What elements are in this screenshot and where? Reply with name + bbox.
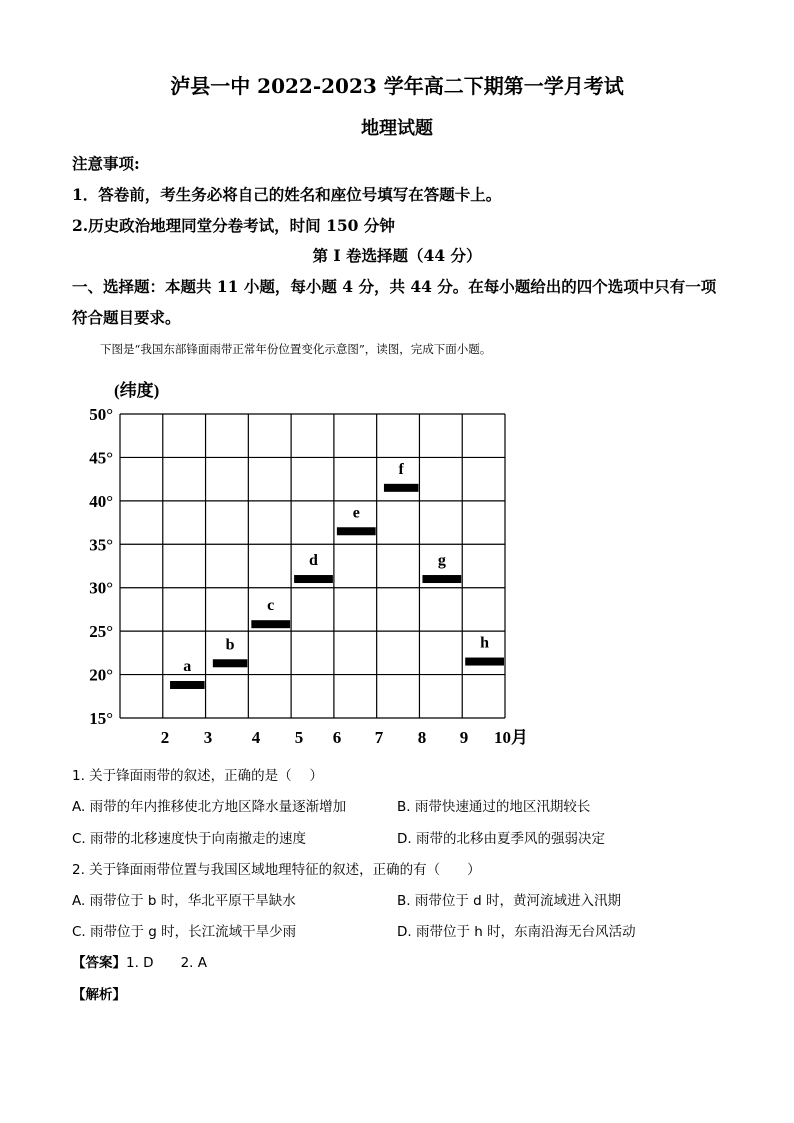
rainbelt-label-g: g — [437, 552, 446, 570]
question-2-option-a: A. 雨带位于 b 时，华北平原干旱缺水 — [72, 893, 296, 909]
question-1-option-a: A. 雨带的年内推移使北方地区降水量逐渐增加 — [72, 799, 347, 815]
y-tick-label: 15° — [89, 709, 113, 728]
question-1-option-c: C. 雨带的北移速度快于向南撤走的速度 — [72, 831, 307, 847]
question-1-stem: 1. 关于锋面雨带的叙述，正确的是（ ） — [72, 768, 323, 784]
rainbelt-chart — [70, 370, 540, 755]
rainbelt-bar-d — [294, 575, 333, 583]
x-tick-label: 2 — [160, 728, 170, 747]
x-tick-label: 6 — [332, 728, 342, 747]
y-tick-label: 40° — [89, 491, 113, 511]
x-tick-label: 8 — [417, 728, 427, 747]
rainbelt-label-d: d — [309, 552, 318, 570]
y-tick-label: 45° — [89, 448, 113, 468]
rainbelt-label-f: f — [398, 460, 404, 478]
y-axis-label: (纬度) — [114, 381, 160, 400]
answer-line — [72, 951, 207, 971]
question-1-option-b: B. 雨带快速通过的地区汛期较长 — [397, 799, 591, 815]
x-tick-labels — [161, 728, 528, 747]
y-tick-label: 35° — [89, 535, 113, 555]
section-instruction-line1: 一、选择题：本题共 11 小题，每小题 4 分，共 44 分。在每小题给出的四个选项中只有一项 — [72, 277, 717, 296]
y-tick-label: 25° — [89, 622, 113, 642]
exam-subtitle: 地理试题 — [361, 118, 433, 139]
rainbelt-bar-a — [170, 681, 205, 689]
x-tick-label: 9 — [459, 728, 469, 747]
rainbelt-bar-e — [337, 527, 376, 535]
section-heading: 第 I 卷选择题（44 分） — [312, 246, 482, 265]
rainbelt-bar-b — [213, 659, 248, 667]
question-1-option-d: D. 雨带的北移由夏季风的强弱决定 — [397, 831, 605, 847]
question-2-option-c: C. 雨带位于 g 时，长江流域干旱少雨 — [72, 924, 297, 940]
x-tick-label: 7 — [374, 728, 384, 747]
x-tick-label: 10月 — [494, 728, 528, 747]
rainbelt-label-e: e — [352, 504, 360, 522]
answer-text: 1. D 2. A — [126, 955, 207, 971]
rainbelt-label-a: a — [183, 657, 192, 675]
rainbelt-segments — [170, 461, 504, 689]
rainbelt-label-b: b — [225, 636, 235, 654]
question-2-option-d: D. 雨带位于 h 时，东南沿海无台风活动 — [397, 924, 636, 940]
rainbelt-label-h: h — [480, 634, 490, 652]
notes-heading: 注意事项: — [72, 154, 140, 173]
question-2-stem: 2. 关于锋面雨带位置与我国区域地理特征的叙述，正确的有（ ） — [72, 862, 481, 878]
x-tick-label: 4 — [251, 728, 261, 747]
y-tick-labels — [89, 405, 113, 728]
x-tick-label: 3 — [203, 728, 213, 747]
x-tick-label: 5 — [294, 728, 304, 747]
question-intro: 下图是“我国东部锋面雨带正常年份位置变化示意图”，读图，完成下面小题。 — [100, 342, 492, 356]
section-instruction-line2: 符合题目要求。 — [72, 308, 181, 327]
rainbelt-bar-f — [384, 484, 419, 492]
answer-tag: 【答案】 — [72, 955, 126, 971]
rainbelt-label-c: c — [267, 597, 275, 615]
y-tick-label: 50° — [89, 405, 113, 424]
y-tick-label: 20° — [89, 665, 113, 685]
note-item-2: 2.历史政治地理同堂分卷考试，时间 150 分钟 — [72, 216, 395, 235]
analysis-tag: 【解析】 — [72, 987, 126, 1003]
question-2-option-b: B. 雨带位于 d 时，黄河流域进入汛期 — [397, 893, 621, 909]
rainbelt-bar-h — [465, 658, 504, 666]
rainbelt-bar-c — [251, 620, 290, 628]
y-tick-label: 30° — [89, 578, 113, 598]
note-item-1: 1．答卷前，考生务必将自己的姓名和座位号填写在答题卡上。 — [72, 185, 502, 204]
exam-title: 泸县一中 2022-2023 学年高二下期第一学月考试 — [170, 74, 624, 98]
rainbelt-bar-g — [422, 575, 461, 583]
